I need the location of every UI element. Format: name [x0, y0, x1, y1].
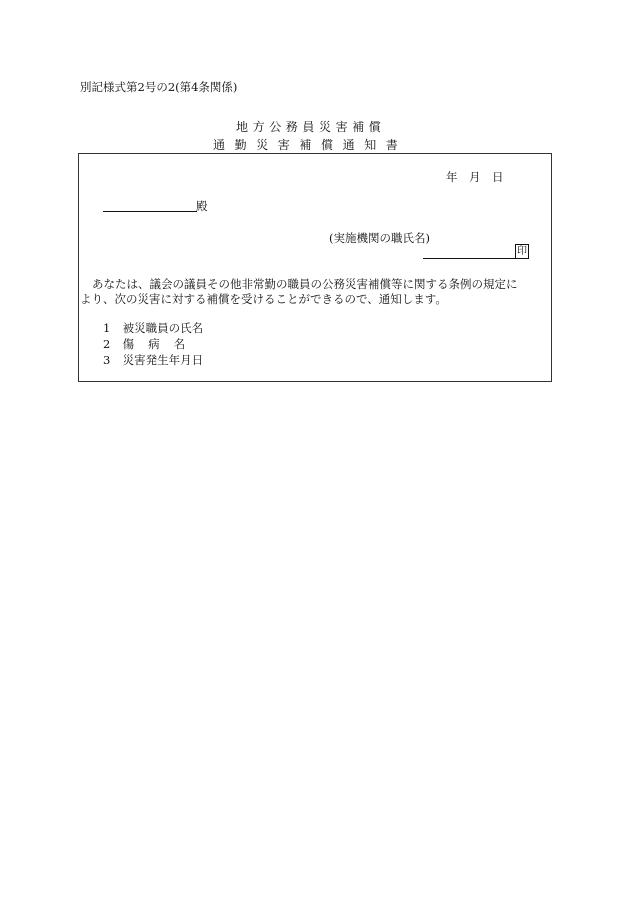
list-item-accident-date — [103, 353, 203, 367]
form-number-label: 別記様式第2号の2(第4条関係) — [80, 80, 238, 94]
list-item-injury-name — [103, 337, 199, 351]
notice-body-line-1: あなたは、議会の議員その他非常勤の職員の公務災害補償等に関する条例の規定に — [92, 277, 518, 291]
list-item-label: 被災職員の氏名 — [122, 321, 204, 335]
seal-mark: 印 — [517, 246, 527, 257]
addressee-honorific: 殿 — [196, 199, 208, 213]
list-item-number: 3 — [103, 353, 111, 367]
notice-body-line-2: より、次の災害に対する補償を受けることができるので、通知します。 — [80, 292, 447, 306]
addressee-blank-line — [103, 211, 197, 212]
list-item-label: 災害発生年月日 — [122, 353, 204, 367]
list-item-injured-name — [103, 321, 203, 335]
issuer-blank-line — [423, 258, 517, 259]
list-item-label: 傷病名 — [122, 337, 200, 351]
list-item-number: 1 — [103, 321, 111, 335]
document-title-line-2: 通勤災害補償通知書 — [213, 138, 408, 152]
list-item-number: 2 — [103, 337, 111, 351]
date-field: 年 月 日 — [446, 170, 504, 184]
issuer-label: (実施機関の職氏名) — [329, 231, 430, 245]
document-title-line-1: 地方公務員災害補償 — [236, 120, 386, 134]
